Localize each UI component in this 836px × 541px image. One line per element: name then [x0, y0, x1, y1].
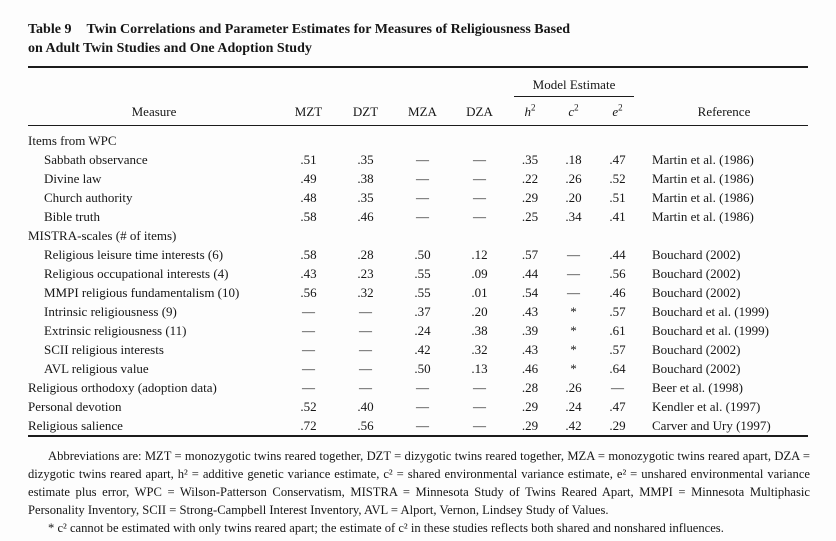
table-title-text: Twin Correlations and Parameter Estimates for Measures of Religiousness Based: [86, 22, 571, 37]
section-label: Items from WPC: [28, 132, 117, 148]
reference-cell: Kendler et al. (1997): [652, 398, 761, 414]
correlations-table: [28, 68, 808, 437]
col-h2: $h^2$: [508, 97, 552, 126]
value-cell: .41: [609, 208, 626, 224]
measure-cell: Extrinsic religiousness (11): [44, 322, 187, 338]
value-cell: —: [473, 398, 486, 414]
value-cell: —: [416, 170, 429, 186]
reference-cell: Bouchard (2002): [652, 246, 741, 262]
value-cell: .38: [357, 170, 374, 186]
value-cell: —: [473, 208, 486, 224]
value-cell: —: [359, 341, 372, 357]
reference-cell: Martin et al. (1986): [652, 189, 754, 205]
value-cell: —: [416, 151, 429, 167]
reference-cell: Carver and Ury (1997): [652, 417, 771, 433]
value-cell: .38: [471, 322, 488, 338]
measure-cell: Religious orthodoxy (adoption data): [28, 379, 217, 395]
value-cell: .56: [300, 284, 317, 300]
value-cell: .24: [414, 322, 431, 338]
value-cell: .29: [521, 417, 539, 433]
value-cell: —: [416, 417, 429, 433]
value-cell: —: [359, 322, 372, 338]
reference-cell: Martin et al. (1986): [652, 208, 754, 224]
value-cell: .12: [471, 246, 488, 262]
value-cell: —: [473, 151, 486, 167]
value-cell: .20: [471, 303, 488, 319]
value-cell: .37: [414, 303, 431, 319]
value-cell: *: [570, 322, 577, 338]
value-cell: .56: [609, 265, 626, 281]
col-c2: $c^2$: [552, 97, 595, 126]
column-header-row: [28, 97, 808, 126]
reference-cell: Martin et al. (1986): [652, 151, 754, 167]
table-header: [28, 68, 808, 126]
value-cell: .26: [565, 379, 582, 395]
table-title: [28, 20, 708, 59]
value-cell: —: [359, 360, 372, 376]
value-cell: .52: [300, 398, 317, 414]
table-row: [28, 207, 808, 226]
table-number: Table 9: [28, 22, 72, 37]
value-cell: .01: [471, 284, 488, 300]
value-cell: *: [570, 360, 577, 376]
value-cell: .35: [357, 151, 374, 167]
table-row: [28, 340, 808, 359]
value-cell: .54: [521, 284, 539, 300]
table-row: [28, 378, 808, 397]
value-cell: —: [473, 417, 486, 433]
measure-cell: Divine law: [44, 170, 102, 186]
value-cell: .23: [357, 265, 374, 281]
value-cell: .51: [609, 189, 626, 205]
value-cell: .50: [414, 360, 431, 376]
value-cell: .52: [609, 170, 626, 186]
table-row: [28, 302, 808, 321]
reference-cell: Martin et al. (1986): [652, 170, 754, 186]
value-cell: .35: [521, 151, 539, 167]
value-cell: .25: [521, 208, 539, 224]
col-reference: Reference: [640, 97, 808, 126]
value-cell: .28: [521, 379, 539, 395]
value-cell: .72: [300, 417, 317, 433]
value-cell: .32: [471, 341, 488, 357]
table-row: [28, 321, 808, 340]
value-cell: —: [473, 170, 486, 186]
value-cell: .58: [300, 246, 317, 262]
value-cell: .47: [609, 151, 626, 167]
table-row: [28, 169, 808, 188]
reference-cell: Bouchard et al. (1999): [652, 303, 769, 319]
table-title-line2: on Adult Twin Studies and One Adoption Study: [28, 41, 312, 57]
value-cell: .34: [565, 208, 582, 224]
reference-cell: Beer et al. (1998): [652, 379, 743, 395]
value-cell: .35: [357, 189, 374, 205]
col-measure: Measure: [28, 97, 280, 126]
col-e2: $e^2$: [595, 97, 640, 126]
value-cell: —: [302, 341, 315, 357]
value-cell: .47: [609, 398, 626, 414]
value-cell: —: [611, 379, 624, 395]
value-cell: .42: [414, 341, 431, 357]
value-cell: —: [567, 246, 580, 262]
measure-cell: MMPI religious fundamentalism (10): [44, 284, 240, 300]
value-cell: .56: [357, 417, 374, 433]
col-mza: MZA: [394, 97, 451, 126]
value-cell: .57: [521, 246, 539, 262]
header-spacer: [640, 68, 808, 97]
value-cell: .20: [565, 189, 582, 205]
value-cell: .51: [300, 151, 317, 167]
measure-cell: Intrinsic religiousness (9): [44, 303, 177, 319]
value-cell: .13: [471, 360, 488, 376]
value-cell: .29: [521, 398, 539, 414]
value-cell: .29: [609, 417, 626, 433]
value-cell: .26: [565, 170, 582, 186]
measure-cell: Church authority: [44, 189, 133, 205]
model-estimate-label: Model Estimate: [514, 77, 634, 97]
section-label: MISTRA-scales (# of items): [28, 227, 177, 243]
reference-cell: Bouchard (2002): [652, 284, 741, 300]
measure-cell: Sabbath observance: [44, 151, 148, 167]
measure-cell: Religious salience: [28, 417, 123, 433]
measure-cell: AVL religious value: [44, 360, 149, 376]
value-cell: —: [416, 189, 429, 205]
reference-cell: Bouchard (2002): [652, 341, 741, 357]
value-cell: —: [302, 379, 315, 395]
table-row: [28, 359, 808, 378]
col-mzt: MZT: [280, 97, 337, 126]
measure-cell: Bible truth: [44, 208, 100, 224]
table-body: [28, 125, 808, 436]
section-row: [28, 226, 808, 245]
value-cell: —: [302, 303, 315, 319]
value-cell: .57: [609, 303, 626, 319]
value-cell: .44: [609, 246, 626, 262]
header-spacer: [28, 68, 508, 97]
value-cell: *: [570, 341, 577, 357]
value-cell: .32: [357, 284, 374, 300]
reference-cell: Bouchard et al. (1999): [652, 322, 769, 338]
value-cell: .09: [471, 265, 488, 281]
value-cell: —: [416, 208, 429, 224]
table-row: [28, 264, 808, 283]
table-row: [28, 150, 808, 169]
footnotes: [28, 447, 810, 537]
value-cell: .58: [300, 208, 317, 224]
value-cell: —: [416, 398, 429, 414]
value-cell: .24: [565, 398, 582, 414]
value-cell: .50: [414, 246, 431, 262]
value-cell: .48: [300, 189, 317, 205]
reference-cell: Bouchard (2002): [652, 360, 741, 376]
value-cell: .43: [521, 303, 539, 319]
measure-cell: SCII religious interests: [44, 341, 164, 357]
value-cell: .44: [521, 265, 539, 281]
col-dza: DZA: [451, 97, 508, 126]
value-cell: .43: [300, 265, 317, 281]
model-estimate-row: [28, 68, 808, 97]
measure-cell: Personal devotion: [28, 398, 122, 414]
value-cell: .61: [609, 322, 626, 338]
value-cell: .39: [521, 322, 539, 338]
col-dzt: DZT: [337, 97, 394, 126]
value-cell: .42: [565, 417, 582, 433]
reference-cell: Bouchard (2002): [652, 265, 741, 281]
value-cell: .29: [521, 189, 539, 205]
value-cell: .64: [609, 360, 626, 376]
asterisk-note: * c² cannot be estimated with only twins reared apart; the estimate of c² in these studies reflects both shared and nonshared influences.: [48, 520, 724, 535]
value-cell: .55: [414, 265, 431, 281]
value-cell: .22: [521, 170, 539, 186]
table-row: [28, 397, 808, 416]
table-title-line1: [28, 20, 708, 39]
table-row: [28, 283, 808, 302]
value-cell: .46: [521, 360, 539, 376]
value-cell: .46: [609, 284, 626, 300]
value-cell: .57: [609, 341, 626, 357]
value-cell: —: [359, 303, 372, 319]
table-row: [28, 245, 808, 264]
value-cell: —: [302, 322, 315, 338]
value-cell: —: [473, 189, 486, 205]
value-cell: .49: [300, 170, 317, 186]
value-cell: .55: [414, 284, 431, 300]
abbreviations-note: Abbreviations are: MZT = monozygotic twins reared together, DZT = dizygotic twins reared together, MZA = monozygotic twins reared apart, DZA = dizygotic twins reared apart, h² = additive genetic variance estimate, c² = shared environmental variance estimate, e² = unshared environmental variance estimate plus error, WPC = Wilson-Patterson Conservatism, MISTRA = Minnesota Study of Twins Reared Apart, MMPI = Minnesota Multiphasic Personality Inventory, SCII = Strong-Campbell Interest Inventory, AVL = Alport, Vernon, Lindsey Study of Values.: [28, 448, 810, 517]
table-row: [28, 416, 808, 436]
value-cell: .43: [521, 341, 539, 357]
value-cell: —: [473, 379, 486, 395]
value-cell: .28: [357, 246, 374, 262]
value-cell: *: [570, 303, 577, 319]
measure-cell: Religious occupational interests (4): [44, 265, 229, 281]
value-cell: —: [416, 379, 429, 395]
table-row: [28, 188, 808, 207]
measure-cell: Religious leisure time interests (6): [44, 246, 224, 262]
value-cell: .18: [565, 151, 582, 167]
value-cell: .40: [357, 398, 374, 414]
value-cell: —: [302, 360, 315, 376]
value-cell: —: [359, 379, 372, 395]
section-row: [28, 125, 808, 150]
value-cell: —: [567, 284, 580, 300]
model-estimate-header: [508, 68, 640, 97]
value-cell: —: [567, 265, 580, 281]
value-cell: .46: [357, 208, 374, 224]
